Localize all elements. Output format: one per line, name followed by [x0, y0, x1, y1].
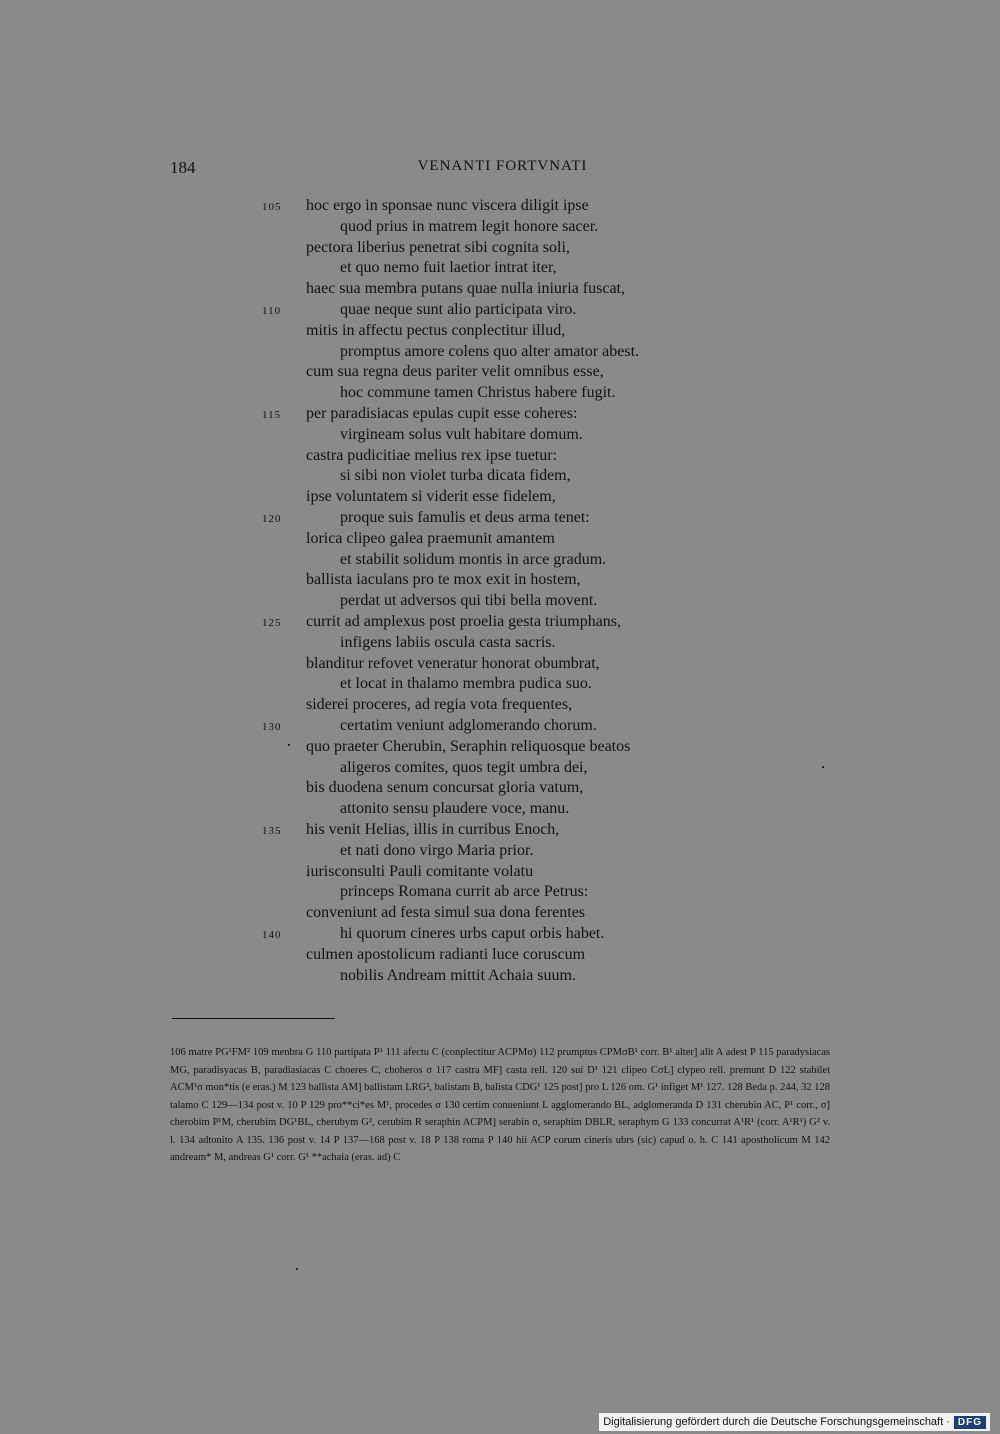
pentameter-line: certatim veniunt adglomerando chorum. — [340, 717, 597, 734]
pentameter-line: quae neque sunt alio participata viro. — [340, 301, 577, 318]
pentameter-line: virgineam solus vult habitare domum. — [340, 426, 583, 443]
pentameter-line: promptus amore colens quo alter amator abest. — [340, 343, 640, 360]
pentameter-line: quod prius in matrem legit honore sacer. — [340, 218, 599, 235]
hexameter-line: cum sua regna deus pariter velit omnibus esse, — [306, 363, 604, 380]
hexameter-line: culmen apostolicum radianti luce coruscum — [306, 946, 586, 963]
hexameter-line: mitis in affectu pectus conplectitur illud, — [306, 322, 566, 339]
pentameter-line: nobilis Andream mittit Achaia suum. — [340, 967, 576, 984]
hexameter-line: blanditur refovet veneratur honorat obumbrat, — [306, 655, 600, 672]
hexameter-line: bis duodena senum concursat gloria vatum, — [306, 779, 584, 796]
hexameter-line: castra pudicitiae melius rex ipse tuetur: — [306, 447, 558, 464]
verse-number: 130 — [262, 721, 282, 733]
pentameter-line: et quo nemo fuit laetior intrat iter, — [340, 259, 557, 276]
pentameter-line: et locat in thalamo membra pudica suo. — [340, 675, 592, 692]
hexameter-line: siderei proceres, ad regia vota frequentes, — [306, 696, 573, 713]
footnote-rule — [172, 1018, 335, 1019]
hexameter-line: conveniunt ad festa simul sua dona ferentes — [306, 904, 586, 921]
pentameter-line: proque suis famulis et deus arma tenet: — [340, 509, 590, 526]
hexameter-line: his venit Helias, illis in curribus Enoch, — [306, 821, 560, 838]
pentameter-line: et stabilit solidum montis in arce gradum. — [340, 551, 607, 568]
hexameter-line: hoc ergo in sponsae nunc viscera diligit ipse — [306, 197, 589, 214]
verse-number: 135 — [262, 825, 282, 837]
pentameter-line: et nati dono virgo Maria prior. — [340, 842, 534, 859]
pentameter-line: hoc commune tamen Christus habere fugit. — [340, 384, 616, 401]
pentameter-line: hi quorum cineres urbs caput orbis habet. — [340, 925, 605, 942]
funding-credit: Digitalisierung gefördert durch die Deutsche Forschungsgemeinschaft · — [603, 1416, 950, 1428]
critical-apparatus: 106 matre PG¹FM² 109 menbra G 110 partipata P¹ 111 afectu C (conplectitur ACPMσ) 112 prumptus CPMσB¹ corr. B¹ alter] alit A adest P 115 paradysiacas MG, paradisyacas B, paradiasiacas C choeres C, choheros σ 117 castra MF] casta rell. 120 sui D¹ 121 clipeo CσL] clypeo rell. premunt D 122 stabilet ACM¹σ mon*tis (e eras.) M 123 ballista AM] ballistam LRG², balistam B, balista CDG¹ 125 post] pro L 126 om. G¹ infiget M¹ 127. 128 Beda p. 244, 32 128 talamo C 129—134 post v. 10 P 129 pro**ci*es M¹, procedes σ 130 certim conueniunt L agglomerando BL, adglomeranda D 131 cherubin AC, P¹ corr., σ] cherobim P¹M, cherubim DG¹BL, cherubym G², cerubim R seraphin ACPM] serabin σ, seraphim DBLR, seraphym G 133 concurrat A¹R¹ (corr. A¹R¹) G² v. l. 134 adtonito A 135. 136 post v. 14 P 137—168 post v. 18 P 138 roma P 140 hii ACP corum cineris ubrs (sic) capud o. h. C 141 apostholicum M 142 andream* M, andreas G¹ corr. G¹ **achaia (eras. ad) C — [170, 1047, 830, 1163]
page-header — [170, 158, 835, 184]
scan-speck — [296, 1268, 298, 1270]
hexameter-line: per paradisiacas epulas cupit esse coheres: — [306, 405, 578, 422]
hexameter-line: currit ad amplexus post proelia gesta triumphans, — [306, 613, 622, 630]
pentameter-line: aligeros comites, quos tegit umbra dei, — [340, 759, 588, 776]
verse-number: 125 — [262, 617, 282, 629]
scan-speck — [288, 744, 290, 746]
scan-speck — [822, 766, 824, 768]
hexameter-line: pectora liberius penetrat sibi cognita soli, — [306, 239, 570, 256]
dfg-logo: DFG — [954, 1416, 986, 1429]
page-number: 184 — [170, 158, 196, 177]
verse-number: 140 — [262, 929, 282, 941]
verse-number: 120 — [262, 513, 282, 525]
hexameter-line: quo praeter Cherubin, Seraphin reliquosque beatos — [306, 738, 631, 755]
pentameter-line: attonito sensu plaudere voce, manu. — [340, 800, 570, 817]
hexameter-line: lorica clipeo galea praemunit amantem — [306, 530, 555, 547]
funding-footer — [599, 1413, 990, 1431]
pentameter-line: princeps Romana currit ab arce Petrus: — [340, 883, 589, 900]
hexameter-line: iurisconsulti Pauli comitante volatu — [306, 863, 534, 880]
pentameter-line: perdat ut adversos qui tibi bella movent. — [340, 592, 598, 609]
pentameter-line: infigens labiis oscula casta sacris. — [340, 634, 556, 651]
verse-number: 105 — [262, 201, 282, 213]
hexameter-line: haec sua membra putans quae nulla iniuria fuscat, — [306, 280, 625, 297]
running-title: VENANTI FORTVNATI — [417, 158, 588, 174]
verse-number: 115 — [262, 409, 282, 421]
hexameter-line: ballista iaculans pro te mox exit in hostem, — [306, 571, 581, 588]
pentameter-line: si sibi non violet turba dicata fidem, — [340, 467, 571, 484]
hexameter-line: ipse voluntatem si viderit esse fidelem, — [306, 488, 556, 505]
verse-number: 110 — [262, 305, 282, 317]
